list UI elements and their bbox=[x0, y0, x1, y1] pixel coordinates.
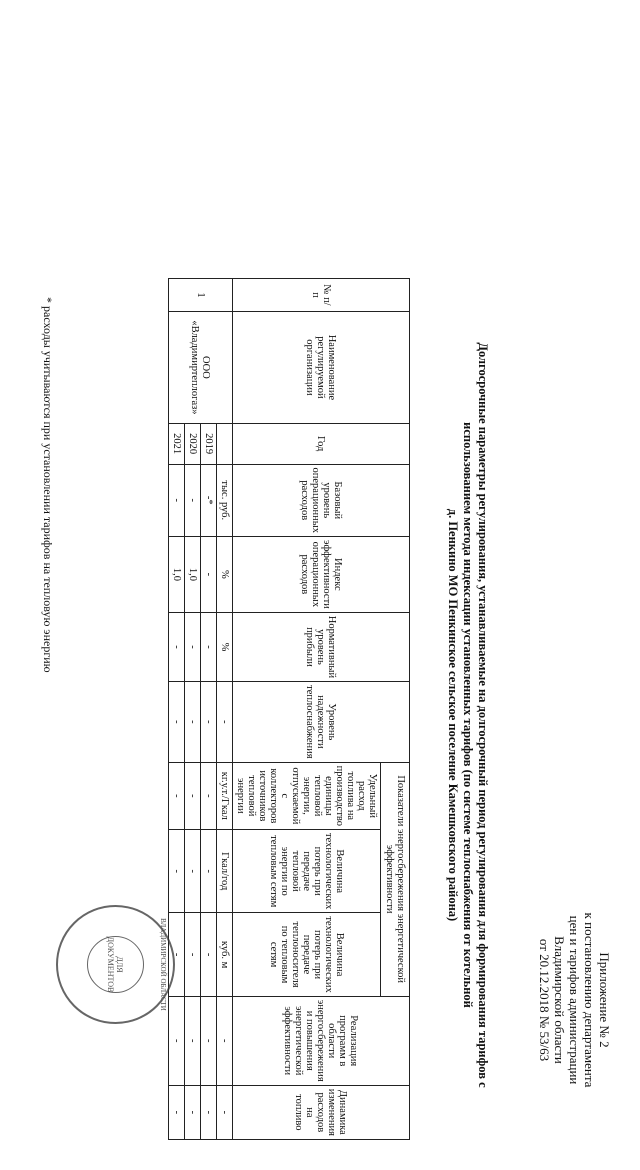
header-carrier-loss: Величина технологических потерь при передаче теплоносителя по тепловым сетям bbox=[233, 913, 381, 996]
cell-fuel: - bbox=[185, 762, 201, 829]
cell-base-cost: -* bbox=[201, 464, 217, 536]
appendix-line: Приложение № 2 bbox=[597, 952, 612, 1048]
header-eff-index: Индекс эффективности операционных расходов bbox=[233, 537, 410, 613]
unit-fuel: кг.у.т./Гкал bbox=[217, 762, 233, 829]
stamp-center-text: ДЛЯ ДОКУМЕНТОВ bbox=[106, 936, 125, 993]
unit-dynamics: - bbox=[217, 1085, 233, 1139]
cell-carrier-loss: - bbox=[185, 913, 201, 996]
cell-dynamics: - bbox=[185, 1085, 201, 1139]
header-year: Год bbox=[233, 423, 410, 464]
unit-reliability: - bbox=[217, 682, 233, 762]
title-line: использованием метода индексации установленных тарифов (по системе теплоснабжения от котельной bbox=[461, 422, 475, 1008]
table-header-row bbox=[381, 279, 410, 1140]
cell-profit: - bbox=[201, 612, 217, 681]
header-reliability: Уровень надежности теплоснабжения bbox=[233, 682, 410, 762]
cell-carrier-loss: - bbox=[169, 913, 185, 996]
rotated-document-page bbox=[0, 265, 640, 1170]
parameters-table bbox=[168, 278, 410, 1140]
header-programs: Реализация программ в области энергосбережения и повышения энергетической эффективности bbox=[233, 996, 410, 1085]
unit-heat-loss: Гкал/год bbox=[217, 830, 233, 913]
cell-eff-index: 1,0 bbox=[169, 537, 185, 613]
header-dynamics: Динамика изменения расходов на топливо bbox=[233, 1085, 410, 1139]
cell-profit: - bbox=[185, 612, 201, 681]
cell-empty bbox=[217, 423, 233, 464]
cell-programs: - bbox=[201, 996, 217, 1085]
cell-fuel: - bbox=[169, 762, 185, 829]
unit-profit: % bbox=[217, 612, 233, 681]
cell-programs: - bbox=[169, 996, 185, 1085]
unit-programs: - bbox=[217, 996, 233, 1085]
appendix-line: Владимирской области bbox=[552, 936, 567, 1064]
header-org: Наименование регулируемой организации bbox=[233, 312, 410, 424]
cell-year: 2019 bbox=[201, 423, 217, 464]
header-energy-group: Показатели энергосбережения энергетической эффективности bbox=[381, 762, 410, 996]
title-line: д. Пенкино МО Пенкинское сельское поселение Камешковского района) bbox=[446, 508, 460, 922]
cell-dynamics: - bbox=[201, 1085, 217, 1139]
cell-programs: - bbox=[185, 996, 201, 1085]
unit-base-cost: тыс. руб. bbox=[217, 464, 233, 536]
cell-carrier-loss: - bbox=[201, 913, 217, 996]
cell-profit: - bbox=[169, 612, 185, 681]
cell-heat-loss: - bbox=[185, 830, 201, 913]
header-num: № п/п bbox=[233, 279, 410, 312]
footnote: * расходы учитываются при установлении тарифов на тепловую энергию bbox=[41, 297, 55, 673]
unit-eff-index: % bbox=[217, 537, 233, 613]
cell-org: ООО «Владимиртеплогаз» bbox=[169, 312, 233, 424]
official-seal-stamp bbox=[56, 905, 175, 1024]
cell-base-cost: - bbox=[169, 464, 185, 536]
cell-eff-index: - bbox=[201, 537, 217, 613]
cell-reliability: - bbox=[169, 682, 185, 762]
stamp-ring-text: ВЛАДИМИРСКОЙ ОБЛАСТИ bbox=[159, 918, 167, 1011]
cell-year: 2021 bbox=[169, 423, 185, 464]
title-line: Долгосрочные параметры регулирования, устанавливаемые на долгосрочный период регулирования для формирования тарифов с bbox=[476, 342, 490, 1088]
unit-carrier-loss: куб. м bbox=[217, 913, 233, 996]
cell-heat-loss: - bbox=[201, 830, 217, 913]
cell-reliability: - bbox=[201, 682, 217, 762]
cell-num: 1 bbox=[169, 279, 233, 312]
header-base-cost: Базовый уровень операционных расходов bbox=[233, 464, 410, 536]
appendix-line: цен и тарифов администрации bbox=[567, 915, 582, 1085]
appendix-line: от 20.12.2018 № 53/63 bbox=[537, 938, 552, 1062]
appendix-block bbox=[537, 870, 612, 1130]
header-profit: Нормативный уровень прибыли bbox=[233, 612, 410, 681]
appendix-line: к постановлению департамента bbox=[582, 912, 597, 1088]
header-heat-loss: Величина технологических потерь при передаче тепловой энергии по тепловым сетям bbox=[233, 830, 381, 913]
cell-dynamics: - bbox=[169, 1085, 185, 1139]
document-title bbox=[445, 285, 490, 1145]
cell-fuel: - bbox=[201, 762, 217, 829]
table-units-row bbox=[217, 279, 233, 1140]
stamp-center bbox=[87, 936, 144, 993]
cell-base-cost: - bbox=[185, 464, 201, 536]
cell-eff-index: 1,0 bbox=[185, 537, 201, 613]
cell-year: 2020 bbox=[185, 423, 201, 464]
header-fuel: Удельный расход топлива на производство единицы тепловой энергии, отпускаемой с коллекторов источников тепловой энергии bbox=[233, 762, 381, 829]
cell-reliability: - bbox=[185, 682, 201, 762]
cell-heat-loss: - bbox=[169, 830, 185, 913]
